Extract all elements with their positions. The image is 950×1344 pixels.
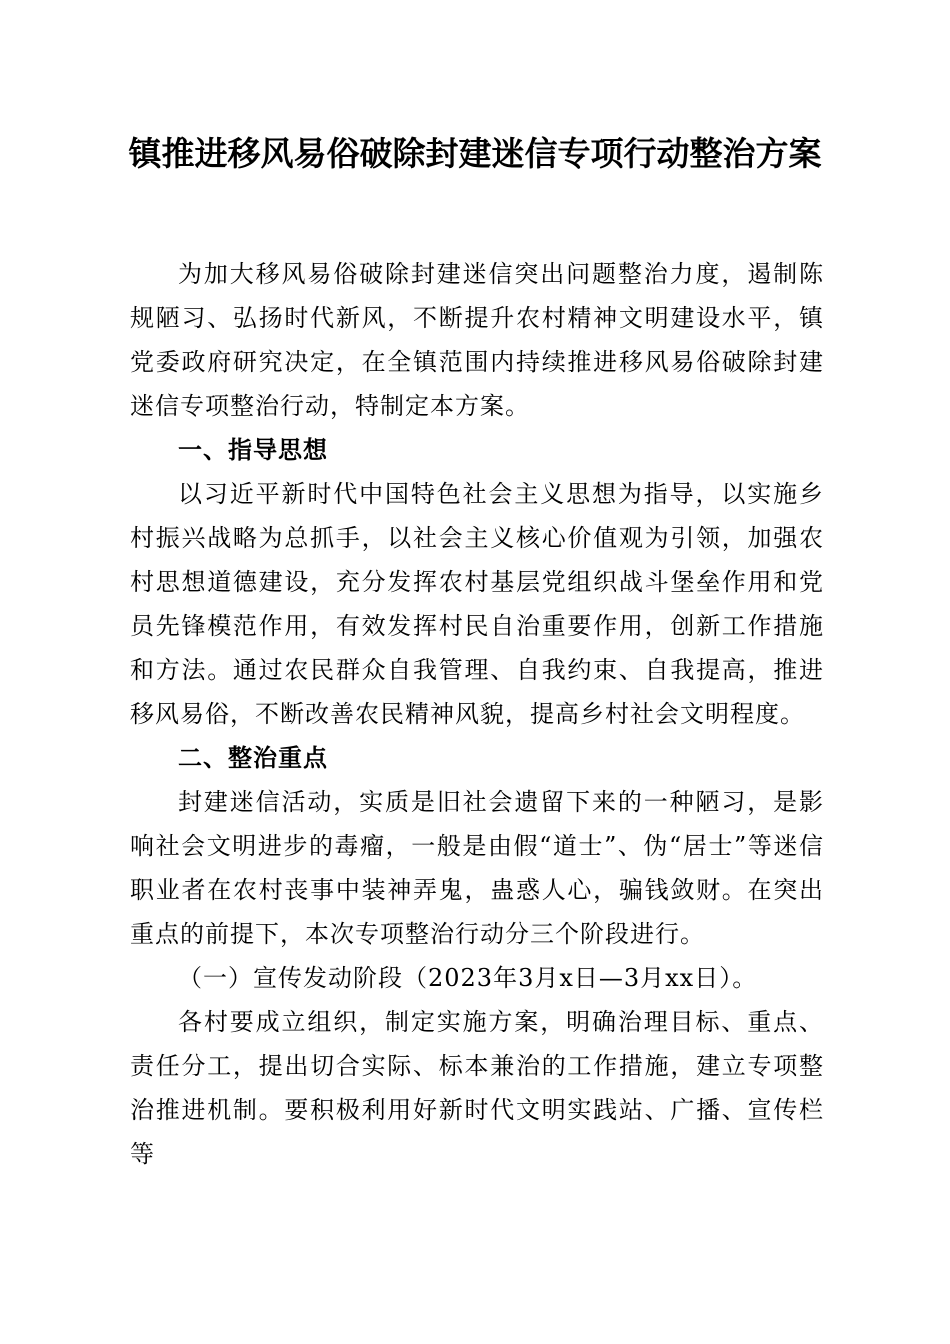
guiding-ideology-paragraph: 以习近平新时代中国特色社会主义思想为指导，以实施乡村振兴战略为总抓手，以社会主义核心价值观为引领，加强农村思想道德建设，充分发挥农村基层党组织战斗堡垒作用和党员先锋模范作用，有效发挥村民自治重要作用，创新工作措施和方法。通过农民群众自我管理、自我约束、自我提高，推进移风易俗，不断改善农民精神风貌，提高乡村社会文明程度。 — [130, 480, 824, 728]
rectification-focus-paragraph: 封建迷信活动，实质是旧社会遗留下来的一种陋习，是影响社会文明进步的毒瘤，一般是由假“道士”、伪“居士”等迷信职业者在农村丧事中装神弄鬼，蛊惑人心，骗钱敛财。在突出重点的前提下，本次专项整治行动分三个阶段进行。 — [130, 788, 824, 948]
document-title: 镇推进移风易俗破除封建迷信专项行动整治方案 — [128, 134, 822, 173]
intro-paragraph: 为加大移风易俗破除封建迷信突出问题整治力度，遏制陈规陋习、弘扬时代新风，不断提升农村精神文明建设水平，镇党委政府研究决定，在全镇范围内持续推进移风易俗破除封建迷信专项整治行动，特制定本方案。 — [130, 260, 824, 420]
document-body — [130, 252, 824, 1176]
section-heading-rectification-focus: 二、整治重点 — [178, 744, 328, 772]
stage-heading-publicity: （一）宣传发动阶段（2023年3月x日—3月xx日）。 — [178, 964, 758, 992]
section-heading-guiding-ideology: 一、指导思想 — [178, 436, 328, 464]
publicity-stage-paragraph: 各村要成立组织，制定实施方案，明确治理目标、重点、责任分工，提出切合实际、标本兼治的工作措施，建立专项整治推进机制。要积极利用好新时代文明实践站、广播、宣传栏等 — [130, 1008, 824, 1168]
